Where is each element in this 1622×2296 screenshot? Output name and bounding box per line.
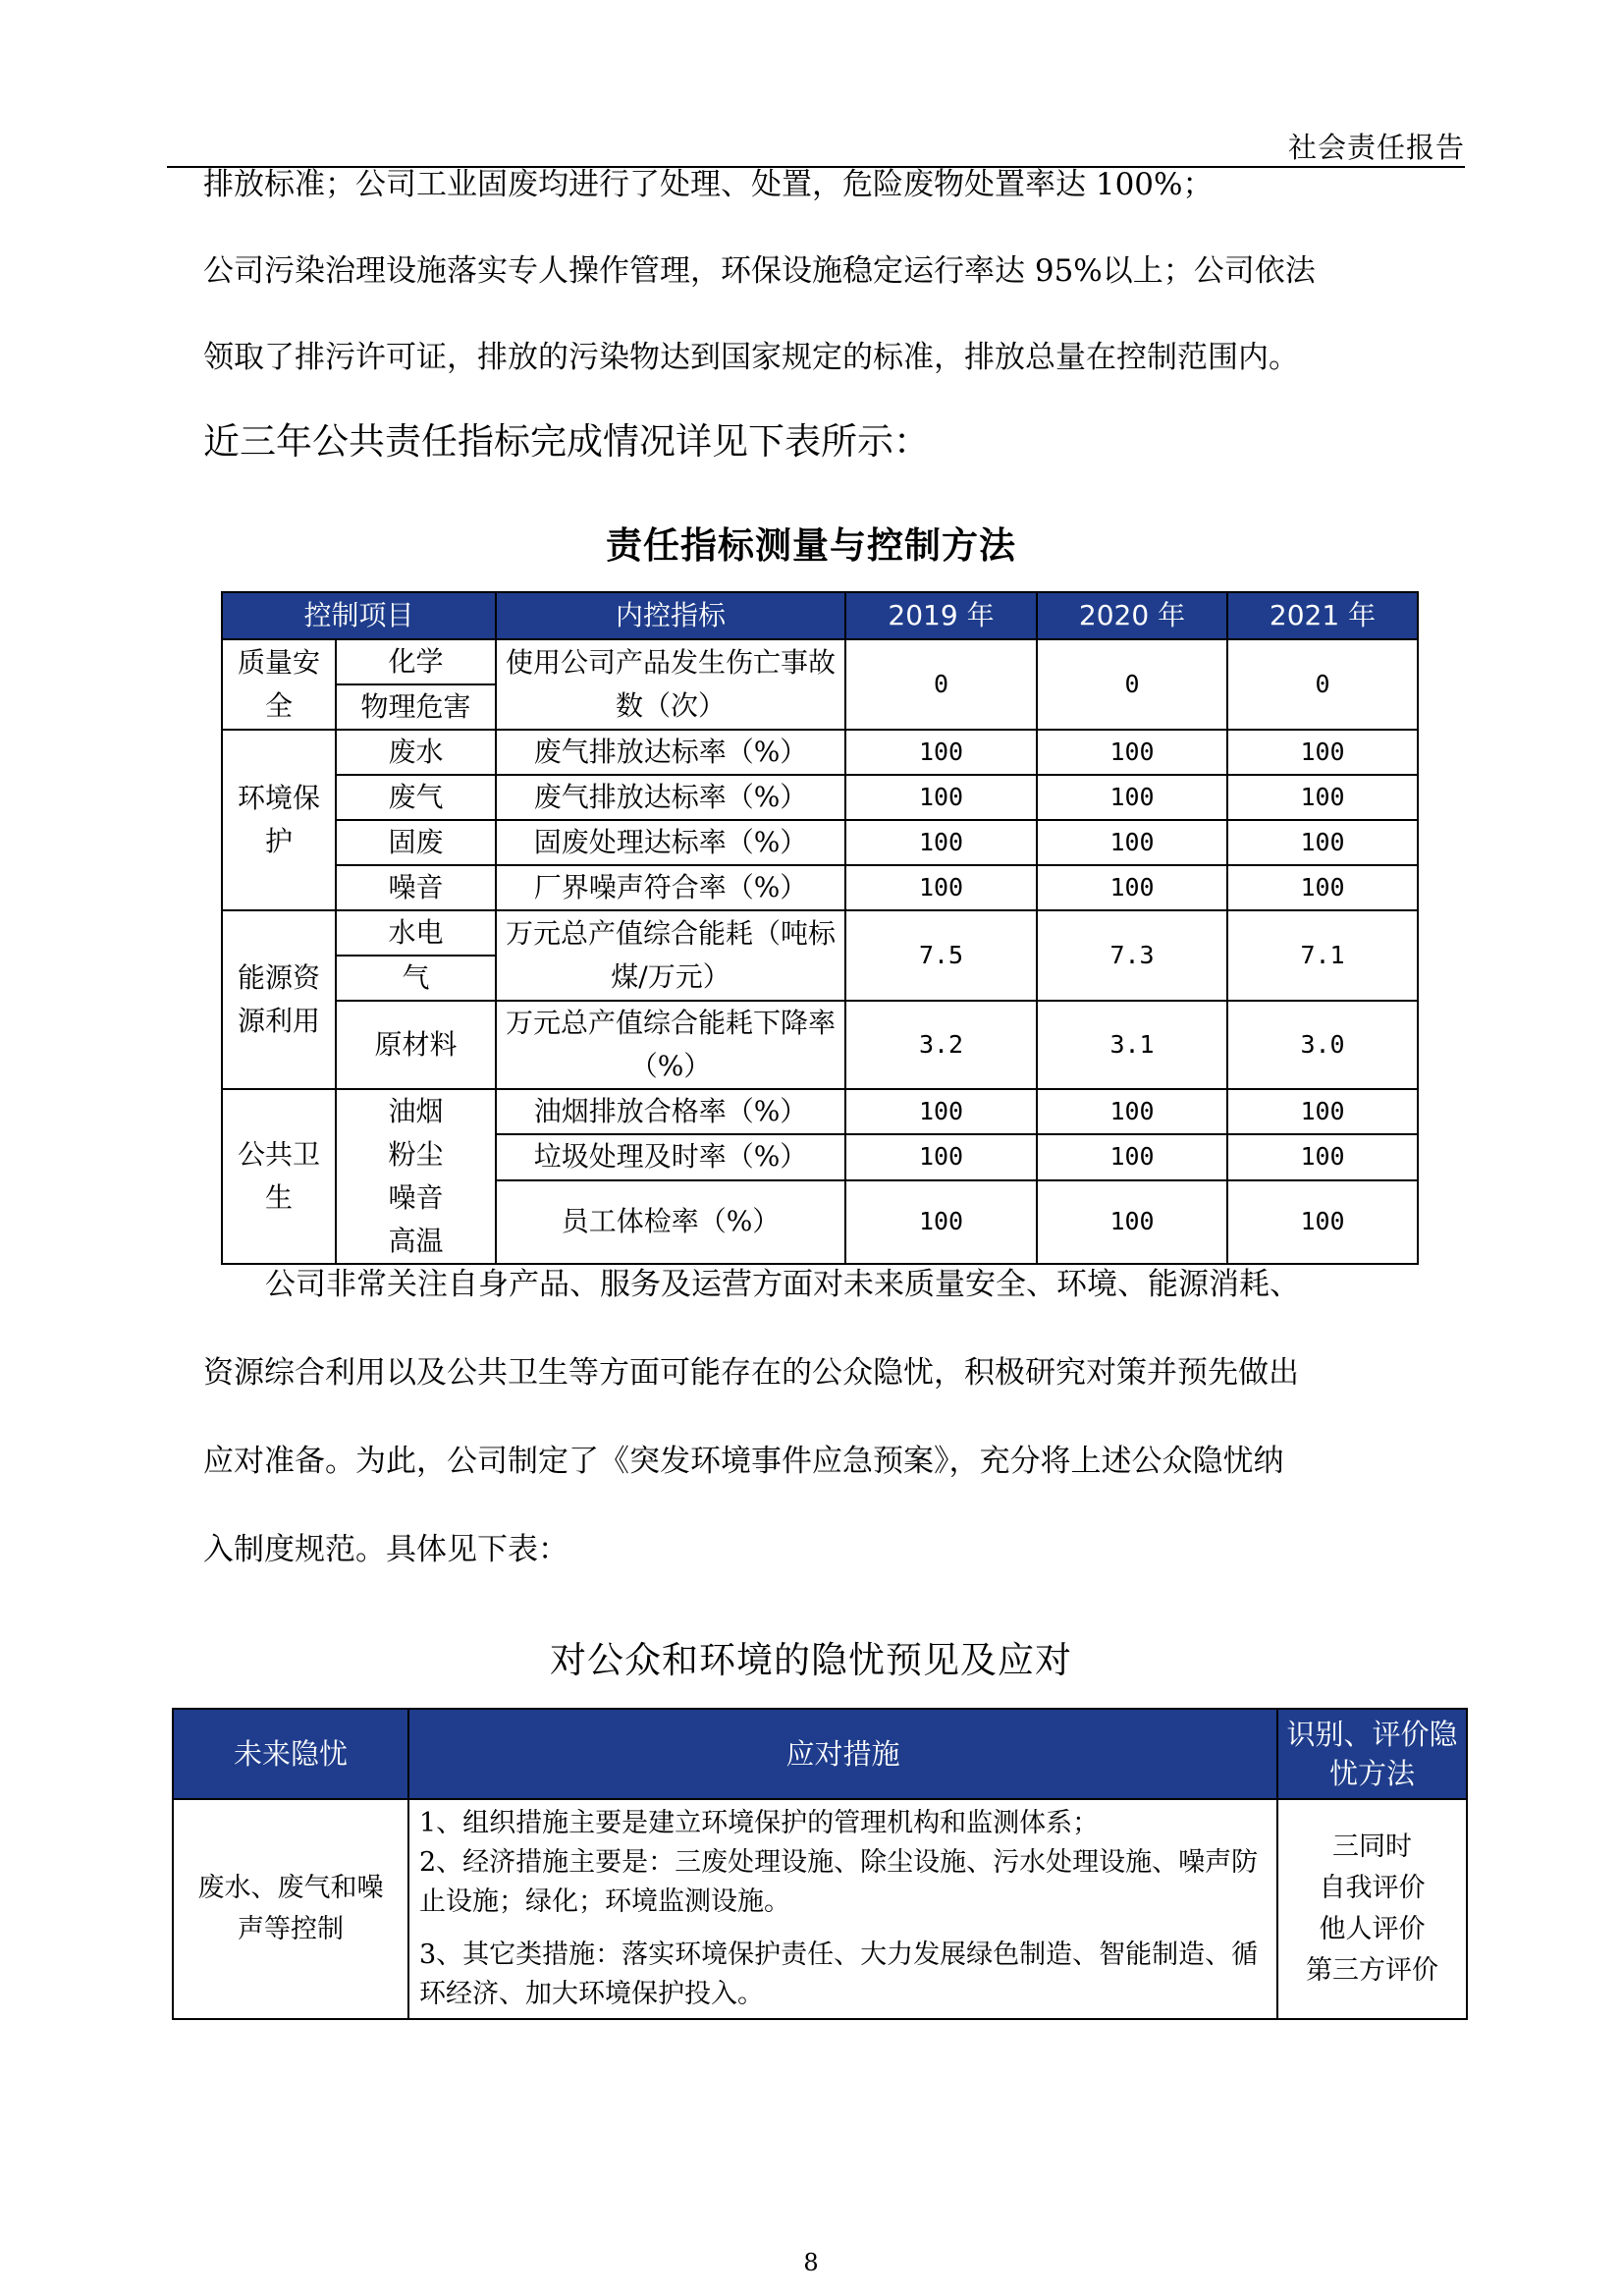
group-cell: 质量安全 [222, 639, 336, 730]
table-header-row [173, 1709, 1467, 1799]
paragraph-line: 应对准备。为此，公司制定了《突发环境事件应急预案》，充分将上述公众隐忧纳 [203, 1444, 1284, 1479]
paragraph-line: 公司污染治理设施落实专人操作管理，环保设施稳定运行率达 95%以上；公司依法 [203, 253, 1316, 289]
measures-cell [408, 1799, 1277, 2019]
value-cell: 100 [1037, 1089, 1227, 1134]
group-cell: 公共卫生 [222, 1089, 336, 1264]
value-cell: 100 [845, 1180, 1037, 1265]
table-header-row [222, 592, 1418, 639]
value-cell: 100 [1227, 1089, 1418, 1134]
item-cell: 物理危害 [336, 684, 496, 730]
table-row [222, 775, 1418, 820]
value-cell: 100 [845, 775, 1037, 820]
value-cell: 100 [845, 820, 1037, 865]
value-cell: 7.1 [1227, 910, 1418, 1001]
table-row [173, 1799, 1467, 2019]
item-cell: 水电 [336, 910, 496, 956]
hazard-label: 粉尘 [388, 1138, 444, 1171]
paragraph-line: 公司非常关注自身产品、服务及运营方面对未来质量安全、环境、能源消耗、 [265, 1267, 1300, 1302]
group-cell: 能源资源利用 [222, 910, 336, 1089]
value-cell: 3.1 [1037, 1001, 1227, 1089]
column-header: 2019 年 [845, 592, 1037, 639]
item-cell: 气 [336, 956, 496, 1001]
table2-caption: 对公众和环境的隐忧预见及应对 [550, 1639, 1072, 1681]
paragraph-line: 入制度规范。具体见下表： [203, 1532, 568, 1567]
value-cell: 0 [845, 639, 1037, 730]
value-cell: 100 [1227, 775, 1418, 820]
item-cell: 噪音 [336, 865, 496, 910]
hazard-label: 油烟 [388, 1095, 444, 1127]
group-cell: 环境保护 [222, 730, 336, 910]
hazard-label: 噪音 [388, 1181, 444, 1214]
indicator-cell: 废气排放达标率（%） [496, 730, 845, 775]
method-item: 自我评价 [1319, 1873, 1426, 1903]
value-cell: 100 [1227, 865, 1418, 910]
table-row [222, 639, 1418, 684]
value-cell: 0 [1037, 639, 1227, 730]
column-header: 2021 年 [1227, 592, 1418, 639]
item-cell: 废气 [336, 775, 496, 820]
indicator-cell: 垃圾处理及时率（%） [496, 1134, 845, 1179]
column-header: 识别、评价隐忧方法 [1277, 1709, 1467, 1799]
value-cell: 100 [1037, 820, 1227, 865]
page-number: 8 [803, 2249, 819, 2276]
value-cell: 3.0 [1227, 1001, 1418, 1089]
paragraph-line: 排放标准；公司工业固废均进行了处理、处置，危险废物处置率达 100%； [203, 167, 1214, 202]
value-cell: 100 [1227, 1134, 1418, 1179]
hazard-label: 高温 [388, 1225, 444, 1257]
table-row [222, 865, 1418, 910]
value-cell: 100 [1037, 865, 1227, 910]
table-row [222, 730, 1418, 775]
column-header: 应对措施 [408, 1709, 1277, 1799]
method-item: 三同时 [1332, 1831, 1412, 1862]
paragraph-line: 资源综合利用以及公共卫生等方面可能存在的公众隐忧，积极研究对策并预先做出 [203, 1355, 1299, 1391]
item-cell: 废水 [336, 730, 496, 775]
value-cell: 100 [845, 730, 1037, 775]
value-cell: 100 [1037, 775, 1227, 820]
table-row [222, 820, 1418, 865]
indicator-cell: 员工体检率（%） [496, 1180, 845, 1265]
value-cell: 7.3 [1037, 910, 1227, 1001]
column-header: 2020 年 [1037, 592, 1227, 639]
value-cell: 7.5 [845, 910, 1037, 1001]
indicator-cell: 废气排放达标率（%） [496, 775, 845, 820]
method-item: 他人评价 [1319, 1914, 1426, 1944]
value-cell: 100 [1227, 1180, 1418, 1265]
methods-cell [1277, 1799, 1467, 2019]
value-cell: 3.2 [845, 1001, 1037, 1089]
value-cell: 100 [1227, 820, 1418, 865]
item-cell: 固废 [336, 820, 496, 865]
paragraph-line: 领取了排污许可证，排放的污染物达到国家规定的标准，排放总量在控制范围内。 [203, 340, 1299, 375]
concern-cell: 废水、废气和噪声等控制 [173, 1799, 408, 2019]
indicator-cell: 万元总产值综合能耗下降率（%） [496, 1001, 845, 1089]
item-cell: 原材料 [336, 1001, 496, 1089]
value-cell: 100 [845, 1089, 1037, 1134]
value-cell: 100 [1037, 730, 1227, 775]
table-row [222, 910, 1418, 956]
table-row [222, 1089, 1418, 1134]
report-title: 社会责任报告 [1287, 131, 1465, 164]
indicator-cell: 油烟排放合格率（%） [496, 1089, 845, 1134]
indicator-cell: 万元总产值综合能耗（吨标煤/万元） [496, 910, 845, 1001]
indicator-cell: 厂界噪声符合率（%） [496, 865, 845, 910]
public-concerns-table [172, 1708, 1468, 2020]
table1-caption: 责任指标测量与控制方法 [606, 523, 1016, 567]
value-cell: 0 [1227, 639, 1418, 730]
measure-item: 2、经济措施主要是：三废处理设施、除尘设施、污水处理设施、噪声防止设施；绿化；环境监测设施。 [419, 1847, 1259, 1917]
value-cell: 100 [1037, 1134, 1227, 1179]
item-cell [336, 1089, 496, 1264]
value-cell: 100 [1227, 730, 1418, 775]
table-intro: 近三年公共责任指标完成情况详见下表所示： [203, 420, 930, 463]
measure-item: 3、其它类措施：落实环境保护责任、大力发展绿色制造、智能制造、循环经济、加大环境保护投入。 [419, 1940, 1259, 2009]
column-header: 内控指标 [496, 592, 845, 639]
method-item: 第三方评价 [1306, 1955, 1438, 1986]
measure-item: 1、组织措施主要是建立环境保护的管理机构和监测体系； [419, 1808, 1100, 1838]
value-cell: 100 [845, 1134, 1037, 1179]
value-cell: 100 [845, 865, 1037, 910]
column-header: 未来隐忧 [173, 1709, 408, 1799]
responsibility-metrics-table [221, 591, 1419, 1265]
indicator-cell: 固废处理达标率（%） [496, 820, 845, 865]
column-header: 控制项目 [222, 592, 496, 639]
value-cell: 100 [1037, 1180, 1227, 1265]
indicator-cell: 使用公司产品发生伤亡事故数（次） [496, 639, 845, 730]
item-cell: 化学 [336, 639, 496, 684]
table-row [222, 1001, 1418, 1089]
